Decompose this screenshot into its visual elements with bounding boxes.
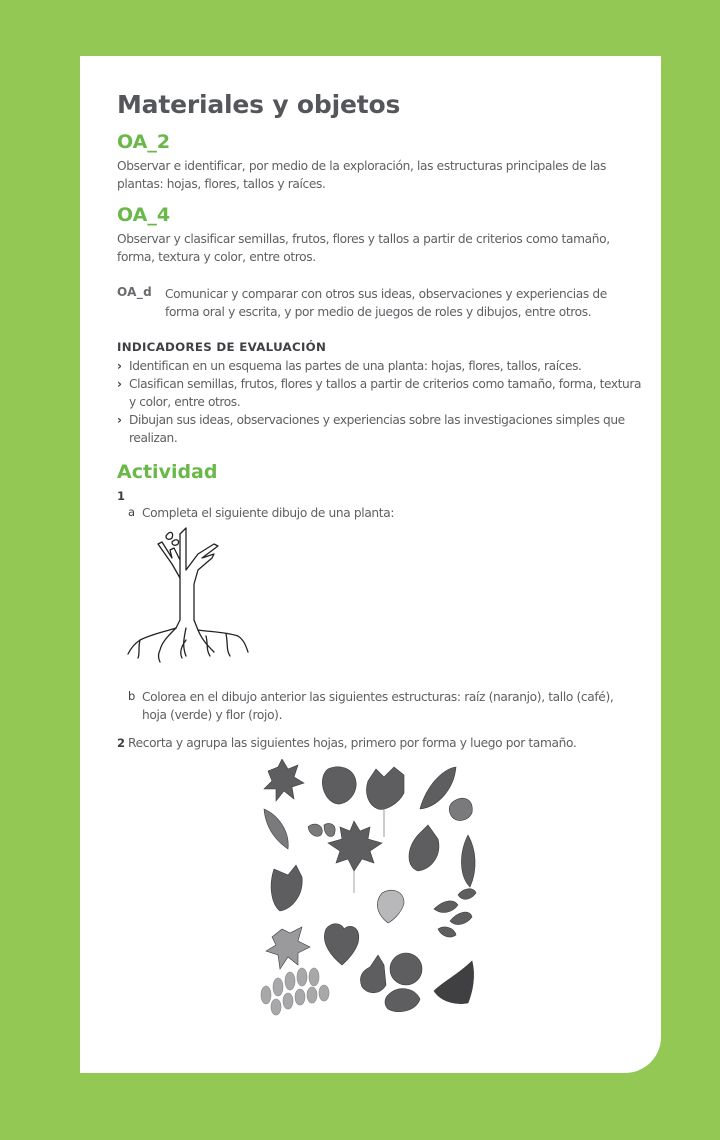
leaf-icon bbox=[324, 924, 358, 965]
leaf-icon bbox=[271, 865, 302, 911]
leaf-icon bbox=[328, 821, 382, 871]
leaf-icon bbox=[261, 986, 271, 1004]
indicator-item bbox=[117, 357, 642, 375]
leaf-icon bbox=[409, 825, 439, 871]
objective-code-oa4: OA_4 bbox=[117, 204, 171, 226]
leaf-icon bbox=[266, 927, 310, 969]
leaf-icon bbox=[297, 968, 307, 986]
subitem-text-a: Completa el siguiente dibujo de una planta: bbox=[142, 506, 395, 520]
leaf-icon bbox=[319, 985, 329, 1001]
leaf-icon bbox=[309, 968, 319, 986]
leaf-icon bbox=[366, 767, 404, 809]
subitem-letter-b: b bbox=[128, 689, 136, 703]
indicator-text: Identifican en un esquema las partes de una planta: hojas, flores, tallos, raíces. bbox=[129, 359, 582, 373]
leaf-icon bbox=[377, 890, 404, 923]
activity-number-1: 1 bbox=[117, 489, 126, 503]
page-title: Materiales y objetos bbox=[117, 90, 401, 119]
leaf-icon bbox=[308, 823, 335, 836]
leaf-icon bbox=[285, 972, 295, 990]
leaf-icon bbox=[420, 767, 456, 809]
leaf-icon bbox=[461, 835, 475, 887]
indicators-list bbox=[117, 357, 642, 447]
subitem-text-b: Colorea en el dibujo anterior las siguientes estructuras: raíz (naranjo), tallo (café), hoja (verde) y flor (rojo). bbox=[142, 690, 614, 722]
leaf-icon bbox=[283, 993, 293, 1009]
assorted-leaves-figure bbox=[258, 759, 488, 1024]
leaf-icon bbox=[434, 961, 474, 1004]
subitem-letter-a: a bbox=[128, 505, 136, 519]
leaf-icon bbox=[264, 759, 304, 801]
leaf-icon bbox=[264, 809, 288, 849]
indicators-title: INDICADORES DE EVALUACIÓN bbox=[117, 340, 327, 354]
leaf-icon bbox=[385, 989, 420, 1012]
skill-code: OA_d bbox=[117, 285, 152, 299]
indicator-text: Clasifican semillas, frutos, flores y tallos a partir de criterios como tamaño, forma, textura y color, entre otros. bbox=[129, 377, 642, 409]
skill-text: Comunicar y comparar con otros sus ideas, observaciones y experiencias de forma oral y escrita, y por medio de juegos de roles y dibujos, entre otros. bbox=[165, 287, 607, 319]
chevron-right-icon: › bbox=[117, 359, 122, 373]
leaf-icon bbox=[360, 955, 386, 993]
activity-text-2: Recorta y agrupa las siguientes hojas, primero por forma y luego por tamaño. bbox=[128, 736, 577, 750]
worksheet-card bbox=[80, 56, 661, 1073]
activity-number-2: 2 bbox=[117, 736, 126, 750]
objective-text-oa2: Observar e identificar, por medio de la exploración, las estructuras principales de las plantas: hojas, flores, tallos y raíces. bbox=[117, 159, 607, 191]
leaf-icon bbox=[322, 767, 356, 804]
leaf-icon bbox=[434, 889, 476, 937]
indicator-text: Dibujan sus ideas, observaciones y experiencias sobre las investigaciones simples que realizan. bbox=[129, 413, 625, 445]
leaf-icon bbox=[271, 999, 281, 1015]
leaf-icon bbox=[307, 987, 317, 1003]
tree-outline-drawing bbox=[122, 524, 252, 666]
leaf-icon bbox=[390, 953, 422, 985]
chevron-right-icon: › bbox=[117, 413, 122, 427]
activity-title: Actividad bbox=[117, 461, 218, 483]
objective-code-oa2: OA_2 bbox=[117, 131, 171, 153]
leaf-icon bbox=[273, 978, 283, 996]
chevron-right-icon: › bbox=[117, 377, 122, 391]
indicator-item bbox=[117, 375, 642, 411]
leaf-icon bbox=[295, 989, 305, 1005]
leaf-icon bbox=[449, 798, 472, 820]
indicator-item bbox=[117, 411, 642, 447]
objective-text-oa4: Observar y clasificar semillas, frutos, flores y tallos a partir de criterios como tamaño, forma, textura y color, entre otros. bbox=[117, 232, 610, 264]
